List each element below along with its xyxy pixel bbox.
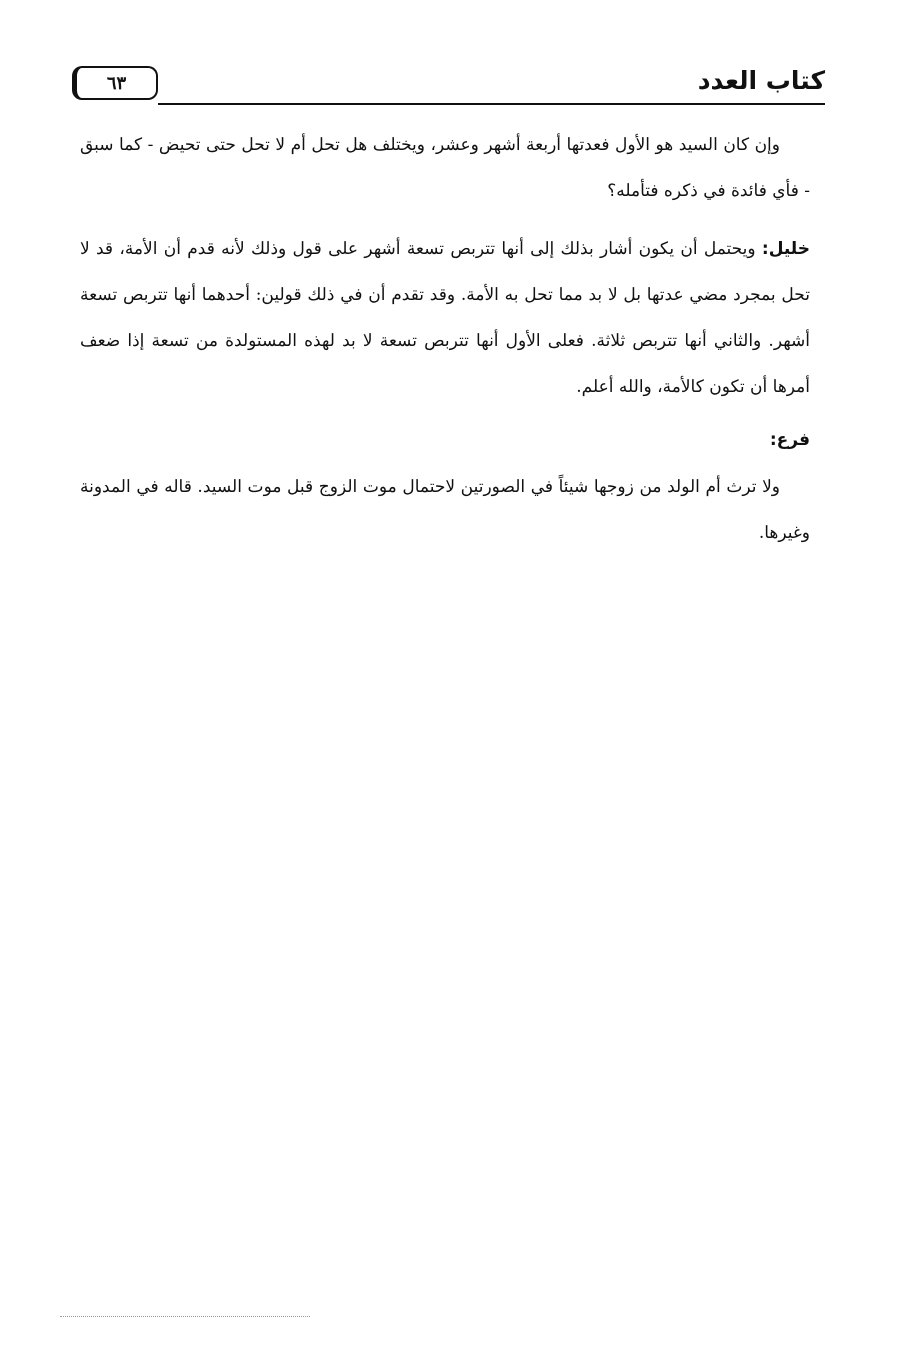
paragraph-2-text: ويحتمل أن يكون أشار بذلك إلى أنها تتربص تسعة أشهر على قول وذلك لأنه قدم أن الأمة، قد لا تحل بمجرد مضي عدتها بل لا بد مما تحل به الأمة. وقد تقدم أن في ذلك قولين: أحدهما أنها تتربص تسعة أشهر. والثاني أنها تتربص ثلاثة. فعلى الأول أنها تتربص تسعة لا بد لهذه المستولدة من تسعة إذا ضعف أمرها أن تكون كالأمة، والله أعلم. [80,239,810,397]
page-number: ٦٣ [106,72,127,94]
book-title: كتاب العدد [697,66,825,95]
paragraph-1: وإن كان السيد هو الأول فعدتها أربعة أشهر وعشر، ويختلف هل تحل أم لا تحل حتى تحيض - كما سبق - فأي فائدة في ذكره فتأمله؟ [80,135,810,201]
paragraph-3: ولا ترث أم الولد من زوجها شيئاً في الصورتين لاحتمال موت الزوج قبل موت السيد. قاله في المدونة وغيرها. [80,477,810,543]
header-rule [158,103,825,105]
section-heading: فرع: [769,430,810,450]
footer-rule [60,1316,310,1317]
paragraph-2 [80,226,810,410]
paragraph-2-label: خليل: [761,239,810,259]
page-header [72,66,825,106]
page-body [80,122,810,568]
page-number-box [72,66,158,100]
